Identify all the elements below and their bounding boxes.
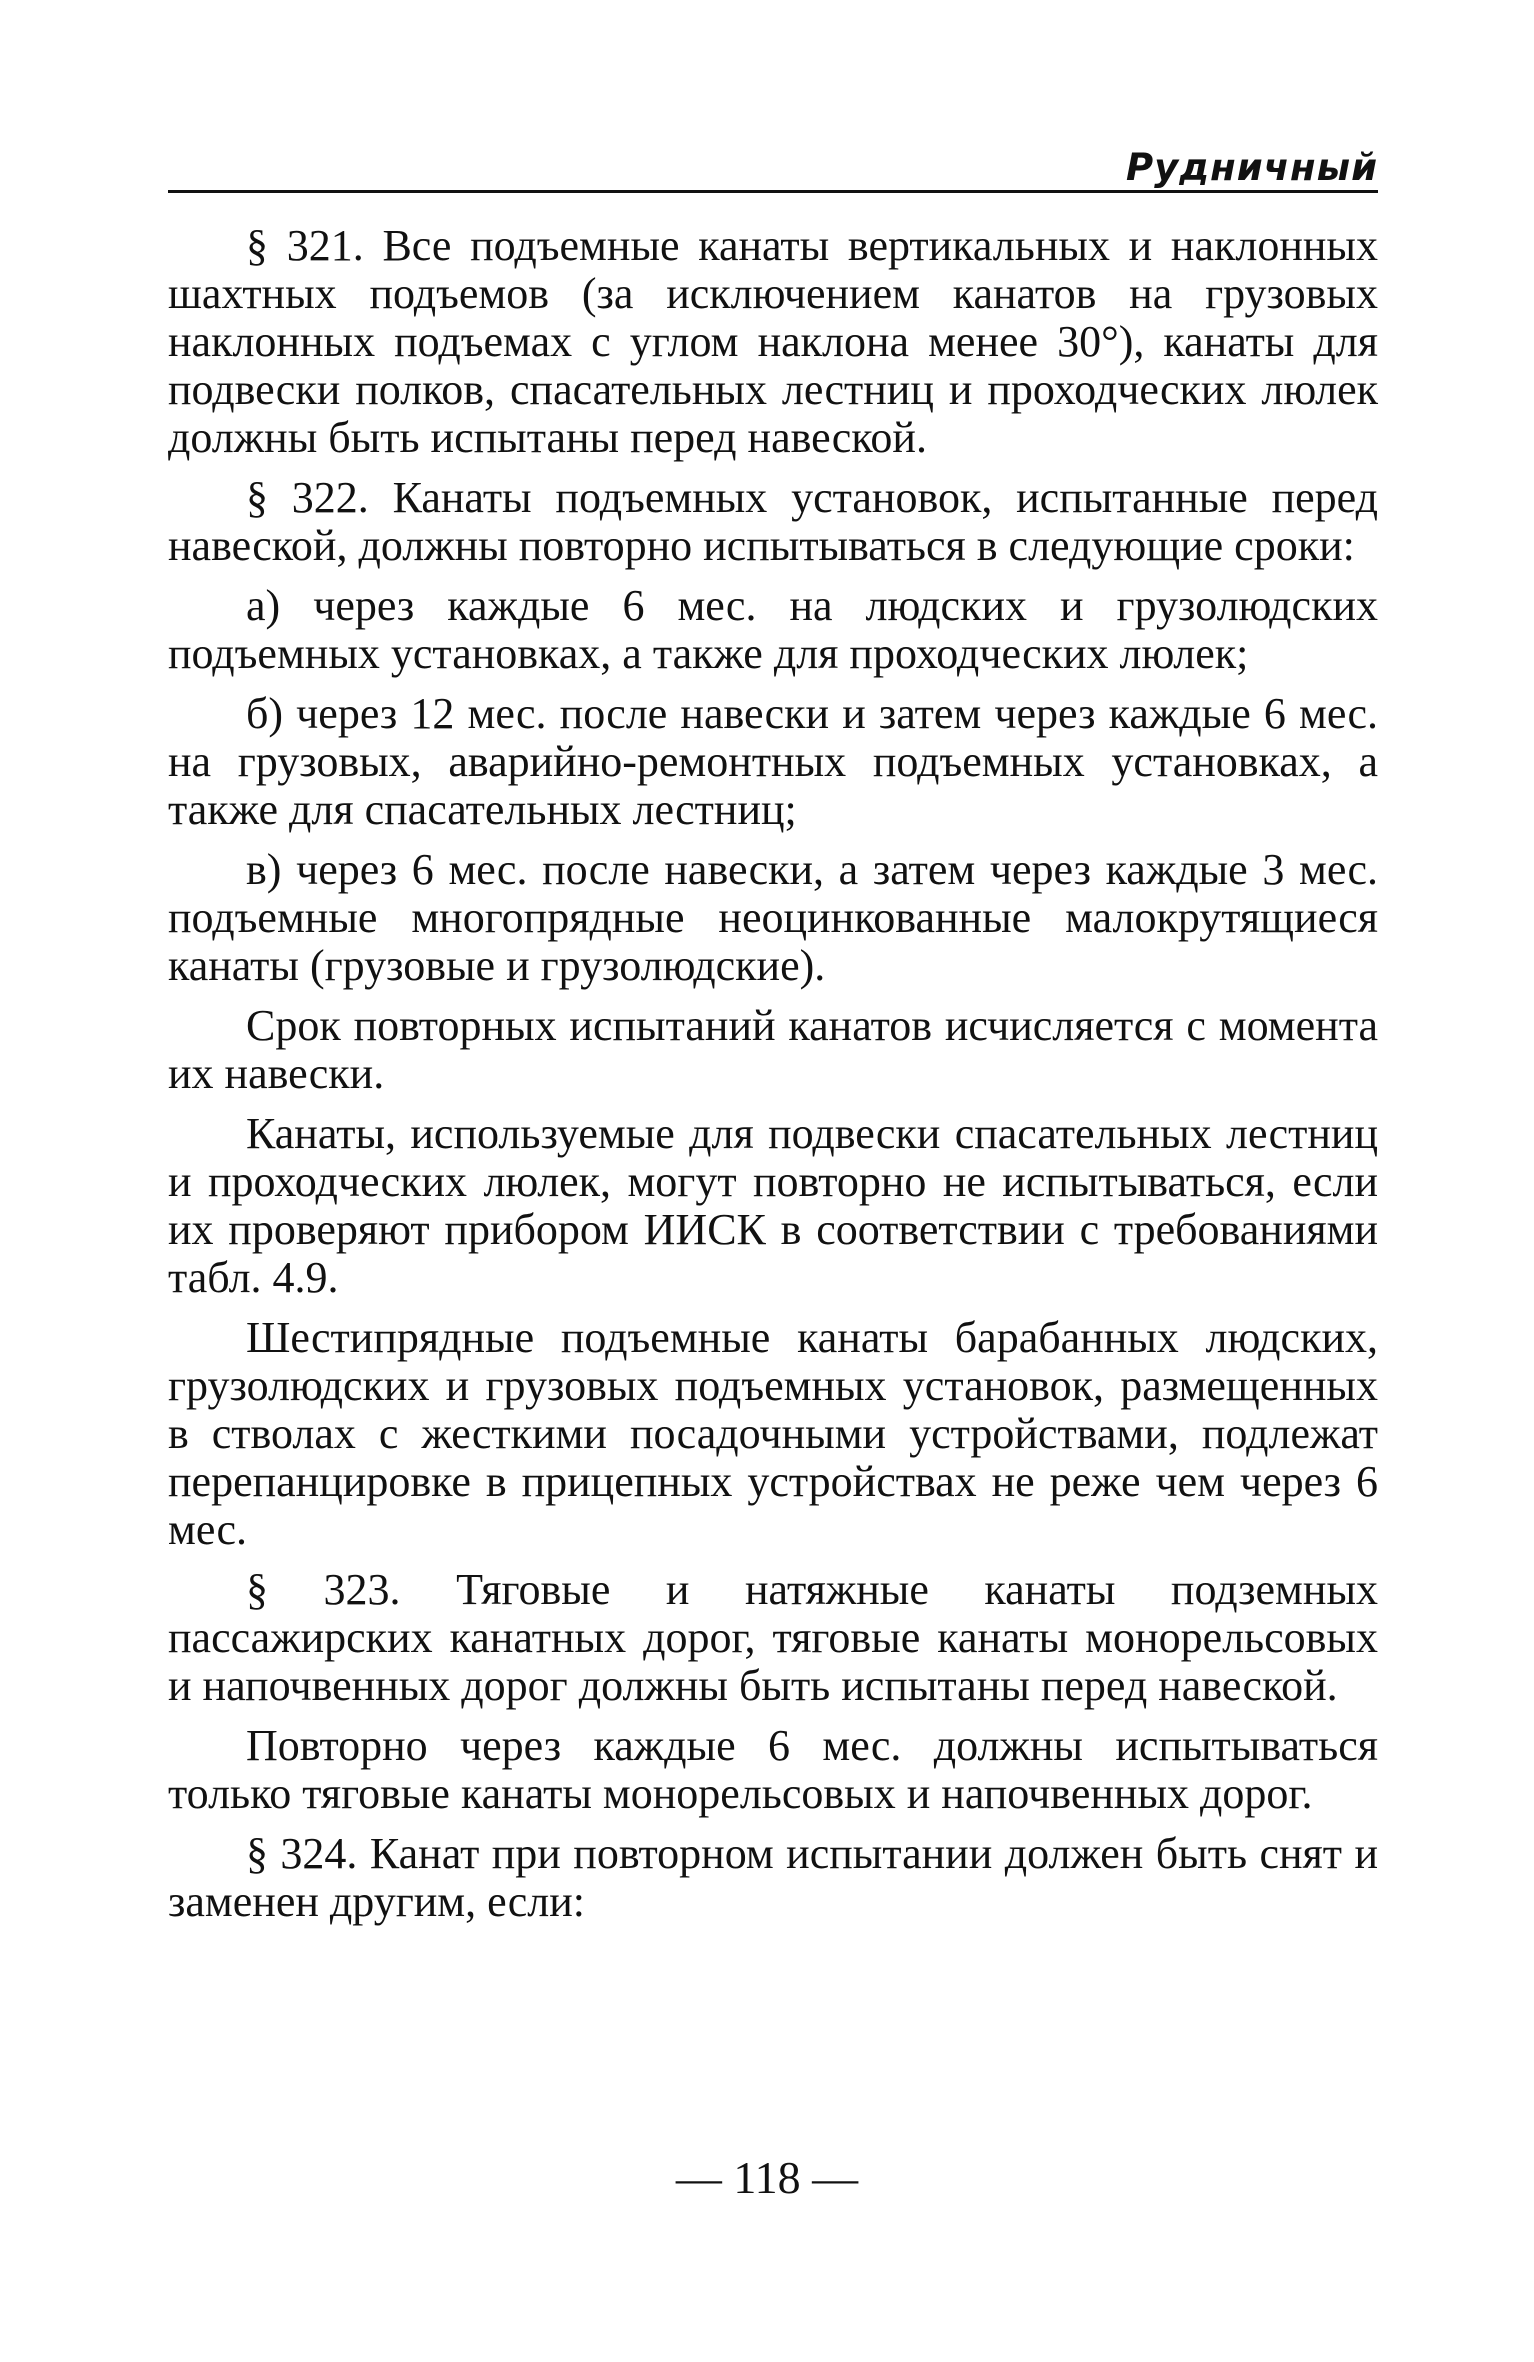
running-title: Рудничный [1126,146,1378,189]
body-text [168,222,1378,1938]
paragraph-test-period: Срок повторных испытаний канатов исчисляется с момента их навески. [168,1001,1378,1098]
paragraph-324: § 324. Канат при повторном испытании должен быть снят и заменен другим, если: [168,1829,1378,1926]
page-number: — 118 — [675,2152,859,2203]
list-item-v: в) через 6 мес. после навески, а затем через каждые 3 мес. подъемные многопрядные неоцинкованные малокрутящиеся канаты (грузовые и грузолюдские). [168,845,1378,990]
paragraph-321: § 321. Все подъемные канаты вертикальных и наклонных шахтных подъемов (за исключением канатов на грузовых наклонных подъемах с углом наклона менее 30°), канаты для подвески полков, спасательных лестниц и проходческих люлек должны быть испытаны перед навеской. [168,221,1378,462]
running-header [168,142,1378,193]
paragraph-323: § 323. Тяговые и натяжные канаты подземных пассажирских канатных дорог, тяговые канаты монорельсовых и напочвенных дорог должны быть испытаны перед навеской. [168,1565,1378,1710]
paragraph-322: § 322. Канаты подъемных установок, испытанные перед навеской, должны повторно испытываться в следующие сроки: [168,473,1378,570]
list-item-b: б) через 12 мес. после навески и затем через каждые 6 мес. на грузовых, аварийно-ремонтных подъемных установках, а также для спасательных лестниц; [168,689,1378,834]
paragraph-repeat-test: Повторно через каждые 6 мес. должны испытываться только тяговые канаты монорельсовых и напочвенных дорог. [168,1721,1378,1818]
list-item-a: а) через каждые 6 мес. на людских и грузолюдских подъемных установках, а также для проходческих люлек; [168,581,1378,678]
paragraph-six-strand-ropes: Шестипрядные подъемные канаты барабанных людских, грузолюдских и грузовых подъемных установок, размещенных в стволах с жесткими посадочными устройствами, подлежат перепанцировке в прицепных устройствах не реже чем через 6 мес. [168,1313,1378,1554]
paragraph-ladder-ropes: Канаты, используемые для подвески спасательных лестниц и проходческих люлек, могут повторно не испытываться, если их проверяют прибором ИИСК в соответствии с требованиями табл. 4.9. [168,1109,1378,1302]
